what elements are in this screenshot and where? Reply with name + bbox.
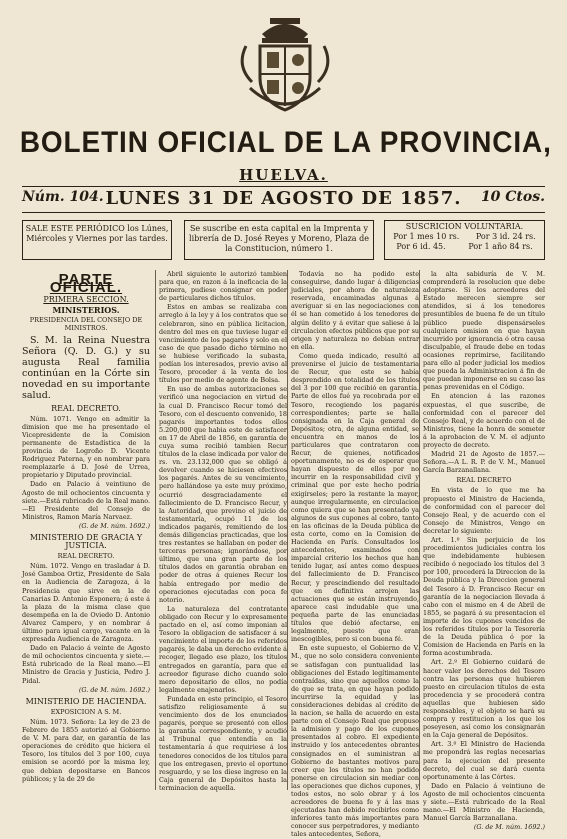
gazette-reference: (G. de M. núm. 1692.) bbox=[78, 685, 150, 694]
royal-coat-of-arms-icon bbox=[232, 16, 338, 116]
newspaper-title: BOLETIN OFICIAL DE LA PROVINCIA, bbox=[19, 126, 552, 159]
paragraph: Dado en Palacio á veintiuno de Agosto de mil ochocientos cincuenta y siete.—Está rubricado de la Real mano.—El Presidente del Consejo de Ministros, Ramon María Narvaez. bbox=[22, 480, 150, 521]
heading-real-decreto: REAL DECRETO bbox=[456, 476, 512, 485]
heading-ministerio-hacienda: MINISTERIO DE HACIENDA. bbox=[25, 696, 147, 706]
paragraph: Núm. 1073. Señora: La ley de 23 de Febrero de 1855 autorizó al Gobierno de V. M. para dar, en garantía de las operaciones de crédito que hiciera el Tesoro, los títulos del 3 por 100, cuya emision se acordó por la misma ley, que debian depositarse en Bancos públicos; y la de 29 de bbox=[22, 717, 150, 783]
price-6-months: Por 6 id. 45. bbox=[396, 242, 446, 251]
paragraph: Estos en ambas se realizaba con arreglo á la ley y á los contratos que se celebraron, sino en pública licitacion, dentro del mes en que tuviese lugar el vencimiento de los pagarés y solo en el caso de que pasado dicho término no se hubiese verificado la subasta, podían los interesados, previo aviso al Tesoro, proceder á la venta de los títulos por medio de agente de Bolsa. bbox=[159, 303, 287, 385]
paragraph: Art. 2.º El Gobierno cuidará de hacer valer los derechos del Tesoro contra las personas que hubieren puesto en circulacion títulos de esta procedencia y se procederá contra aquellas que hubiesen sido responsables, y el objeto se hará su compra y restitucion a los que los poseyesen, así como los consignarán en la Caja general de Depósitos. bbox=[423, 658, 545, 740]
price-3-months: Por 3 id. 24 rs. bbox=[475, 232, 536, 241]
paragraph: la alta sabiduría de V. M. comprenderá la resolucion que debe adoptarse. Si los acreedores del Estado merecen siempre ser atendidos, si á los tenedores presuntibles de buena fe de un título público puede dispensárseles cualquiera omision en que hayan incurrido por ignorancia ó otra causa disculpable, el fraude debe en todas ocasiones reprimirse, facilitando para ello al poder judicial los medios que pueda la Administracion á fin de que puedan imponerse en su caso las penas prevenidas en el Código. bbox=[423, 270, 545, 392]
heading-exposicion: EXPOSICION A S. M. bbox=[50, 707, 122, 716]
gazette-reference: (G. de M. núm. 1692.) bbox=[473, 823, 545, 832]
column-3 bbox=[291, 270, 419, 839]
section-heading-ministerios: MINISTERIOS. bbox=[52, 305, 120, 316]
paragraph: Núm. 1072. Vengo en trasladar á D. José Gamboa Ortiz, Presidente de Sala en la Audiencia de Zaragoza, á la Presidencia que sirve en la de Canarias D. Antonio Esponera; á este á la plaza de la misma clase que desempeña en la de Oviedo D. Antonio Alvarez Campero, y en nombrar á último para igual cargo, vacante en la expresada Audiencia de Zaragoza. bbox=[22, 562, 150, 644]
column-1 bbox=[22, 270, 150, 790]
voluntary-subscription-box bbox=[384, 220, 545, 260]
paragraph: Núm. 1071. Vengo en admitir la dimision que me ha presentado el Vicepresidente de la Comision permanente de Estadística de la provincia de Logroño D. Vicente Rodriguez Paterna, y en nombrar para reemplazarle á D. José de Urrea, propietario y Diputado provincial. bbox=[22, 414, 150, 480]
column-divider bbox=[287, 270, 288, 790]
header-rule-bottom bbox=[22, 212, 545, 213]
paragraph: Como queda indicado, resultó al prevenirse el juicio de testamentaria de Recur, que este se había desprendido en totalidad de los títulos del 3 por 100 que recibió en garantía. Parte de ellos fué ya recobrada por el Tesoro, recogiendo los pagarés correspondientes; parte se halla consignada en la Caja general de Depósitos; otra, de alguna entidad, se encuentra en manos de los particulares que contrataron con Recur, de quienes, notificados oportunamente, no es de esperar que hayan dispuesto de ellos por no incurrir en la responsabilidad civil y criminal que por este hecho podría exigírseles; pero la restante la mayor, aunque irregularmente, en circulacion como quiera que se han presentado ya algunos de sus cupones al cobro, tanto en las oficinas de la Deuda pública de esta corte, como en la Comision de Hacienda en París. Consultados los antecedentes, examinados con imparcial criterio los hechos que han tenido lugar, así antes como despues del fallecimiento de D. Francisco Recur, y prescindiendo del resultado que en definitiva arrojen las actuaciones que se están instruyendo, aparece casi indudable que una pequeña parte de las enunciadas títulos que debió afectarse, en legalmente, puesto que eran inescogibles, pero si con buena fé. bbox=[291, 351, 419, 644]
paragraph: La naturaleza del contratante obligado con Recur y lo expresamente pactado en el, así como imponian al Tesoro la obligacion de satisfacer á su vencimiento el importe de los referidos pagarés, le daba un derecho evidente á recoger, llegado ese plazo, los títulos entregados en garantía, para que el acreedor figurase dicho cuando solo mero depositario de ellos, no podía legalmente enajenarlos. bbox=[159, 604, 287, 694]
publication-schedule-text: SALE ESTE PERIÓDICO los Lúnes, Miércoles y Viernes por las tardes. bbox=[25, 224, 169, 243]
paragraph: Fundada en este principio, el Tesoro satisfizo religiosamente á su vencimiento dos de los enunciados pagarés, porque se presentó con ellos la garantía correspondiente, y acudió al Tribunal que entendía en la testamentaría á que requiriese á los tenedores conocidos de los títulos para que los entregasen, previo el oportuno resguardo, y se los diese ingreso en la Caja general de Depósitos hasta la terminacion de aquella. bbox=[159, 694, 287, 792]
section-heading-parte-oficial: PARTE OFICIAL. bbox=[49, 271, 123, 297]
publication-schedule-box bbox=[22, 220, 172, 260]
issue-number: Núm. 104. bbox=[22, 189, 104, 205]
heading-presidencia: PRESIDENCIA DEL CONSEJO DE MINISTROS. bbox=[29, 316, 143, 333]
heading-ministerio-gracia: MINISTERIO DE GRACIA Y JUSTICIA. bbox=[29, 532, 143, 551]
paragraph: En atencion á las razones expuestas, el que suscribe, de conformidad con el parecer del Consejo Real, y de acuerdo con el de Ministros, tiene la honra de someter á la aprobacion de V. M. el adjunto proyecto de decreto. bbox=[423, 392, 545, 449]
heading-real-decreto: REAL DECRETO. bbox=[51, 403, 121, 413]
province-name: HUELVA. bbox=[239, 166, 328, 184]
paragraph: S. M. la Reina Nuestra Señora (Q. D. G.) y su augusta Real familia continúan en la Córte sin novedad en su importante salud. bbox=[22, 334, 150, 401]
gazette-reference: (G. de M. núm. 1692.) bbox=[78, 521, 150, 530]
column-2 bbox=[159, 270, 287, 790]
issue-price: 10 Ctos. bbox=[480, 189, 545, 205]
header-rule-top bbox=[22, 186, 545, 187]
issue-date: LUNES 31 DE AGOSTO DE 1857. bbox=[105, 188, 462, 209]
column-4 bbox=[423, 270, 545, 832]
paragraph: Todavía no ha podido este conseguirse, dando lugar á diligencias judiciales, por ahora de naturaleza reservada, encaminadas algunas á averiguar si en las negociaciones con él se han cometido á los tenedores de algún delito y á evitar que saliese á la circulacion efectos públicos que por su origen y naturaleza no debian entrar en ella. bbox=[291, 270, 419, 351]
paragraph: En vista de lo que me ha propuesto el Ministro de Hacienda, de conformidad con el parecer del Consejo Real, y de acuerdo con el Consejo de Ministros, Vengo en decretar lo siguiente: bbox=[423, 486, 545, 535]
section-heading-primera: PRIMERA SECCION. bbox=[43, 295, 129, 305]
paragraph: Dado en Palacio á veinte de Agosto de mil ochocientos cincuenta y siete.—Está rubricado de la Real mano.—El Ministro de Gracia y Justicia, Pedro J. Pidal. bbox=[22, 644, 150, 685]
heading-real-decreto: REAL DECRETO. bbox=[57, 552, 115, 561]
paragraph: Art. 3.º El Ministro de Hacienda me propondrá las reglas necesarias para la ejecucion del presente decreto, del cual se dará cuenta oportunamente á las Córtes. bbox=[423, 740, 545, 781]
column-divider bbox=[419, 270, 420, 790]
paragraph: En este supuesto, el Gobierno de V. M., que no solo considera conveniente se satisfagan con puntualidad las obligaciones del Estado legítimamente contraídas, sino que aquellos como la de que se trata, en que hayan podido incurrirse la equidad y las consideraciones debidas al crédito de la nacion, se halla de acuerdo en esta parte con el Consejo Real que propuso la admision y pago de los cupones presentados al cobro. El expediente instruido y los antecedentes obrantes consignados en el suministran al Gobierno de bastantes motivos para creer que los títulos no han podido ponerse en circulacion sin mediar con las operaciones que dichos cupones, y todos estos, no solo obrar y á los acreedores de buena fe y á las mas ejecutadas han debido recibirlos como inferiores tanto más importantes para conocer sus perpetradores, y medianto tales antecedentes, Señora, bbox=[291, 644, 419, 839]
column-divider bbox=[155, 270, 156, 790]
subscription-info-box bbox=[184, 220, 374, 260]
paragraph: Dado en Palacio á veintiuno de Agosto de mil ochocientos cincuenta y siete.—Está rubricado de la Real mano.—El Ministro de Hacienda, Manuel García Barzanallana. bbox=[423, 781, 545, 823]
paragraph: Madrid 21 de Agosto de 1857.—Señora.—A L. R. P. de V. M., Manuel García Barzanallana. bbox=[423, 450, 545, 475]
price-1-year: Por 1 año 84 rs. bbox=[468, 242, 533, 251]
paragraph: En uso de ambas autorizaciones se verificó una negociacion en virtud de la cual D. Francisco Recur tomó del Tesoro, con el descuento convenido, 18 pagarés importantes todos ellos 5.200,000 que habia este de satisfacer en 17 de Abril de 1856, en garantía de cuya suma recibió tambien Recur títulos de la clase indicada por valor de rs. vn. 23.132,000 que se obligó á devolver cuando se hiciesen efectivos los pagarés. Antes de su vencimiento, pero hallándose ya este muy próximo, ocurrió desgraciadamente el fallecimiento de D. Francisco Recur, y la Autoridad, que previno el juicio de testamentaría, ocupó 11 de los indicados pagarés, remitiendo de los demás diligencias practicadas, que los tres restantes se hallaban en poder de terceras personas; ignorándose, por último, que una gran parte de los títulos dados en garantía obraban en poder de otras á quienes Recur los había entregado por medio de operaciones ejecutadas con poca fe notorio. bbox=[159, 385, 287, 604]
price-1-month: Por 1 mes 10 rs. bbox=[393, 232, 460, 241]
voluntary-subscription-title: SUSCRICION VOLUNTARIA. bbox=[405, 222, 524, 231]
paragraph: Abril siguiente le autorizó tambien para que, en razon á la ineficacia de la primera, pudiese consignar en poder de particulares dichos títulos. bbox=[159, 270, 287, 303]
subscription-info-text: Se suscribe en esta capital en la Imprenta y librería de D. José Reyes y Moreno, Plaza de la Constitucion, número 1. bbox=[189, 224, 369, 253]
paragraph: Art. 1.º Sin perjuicio de los procedimientos judiciales contra los que indebidamente hubiesen recibido ó negociado los títulos del 3 por 100, procederá la Direccion de la Deuda pública y la Direccion general del Tesoro á D. Francisco Recur en garantía de la negociacion llevada á cabo con el mismo en 4 de Abril de 1855, se pagará á su presentacion el importe de los cupones vencidos de los referidos títulos por la Tesorería de la Deuda pública ó por la Comision de Hacienda en París en la forma acostumbrada. bbox=[423, 536, 545, 658]
